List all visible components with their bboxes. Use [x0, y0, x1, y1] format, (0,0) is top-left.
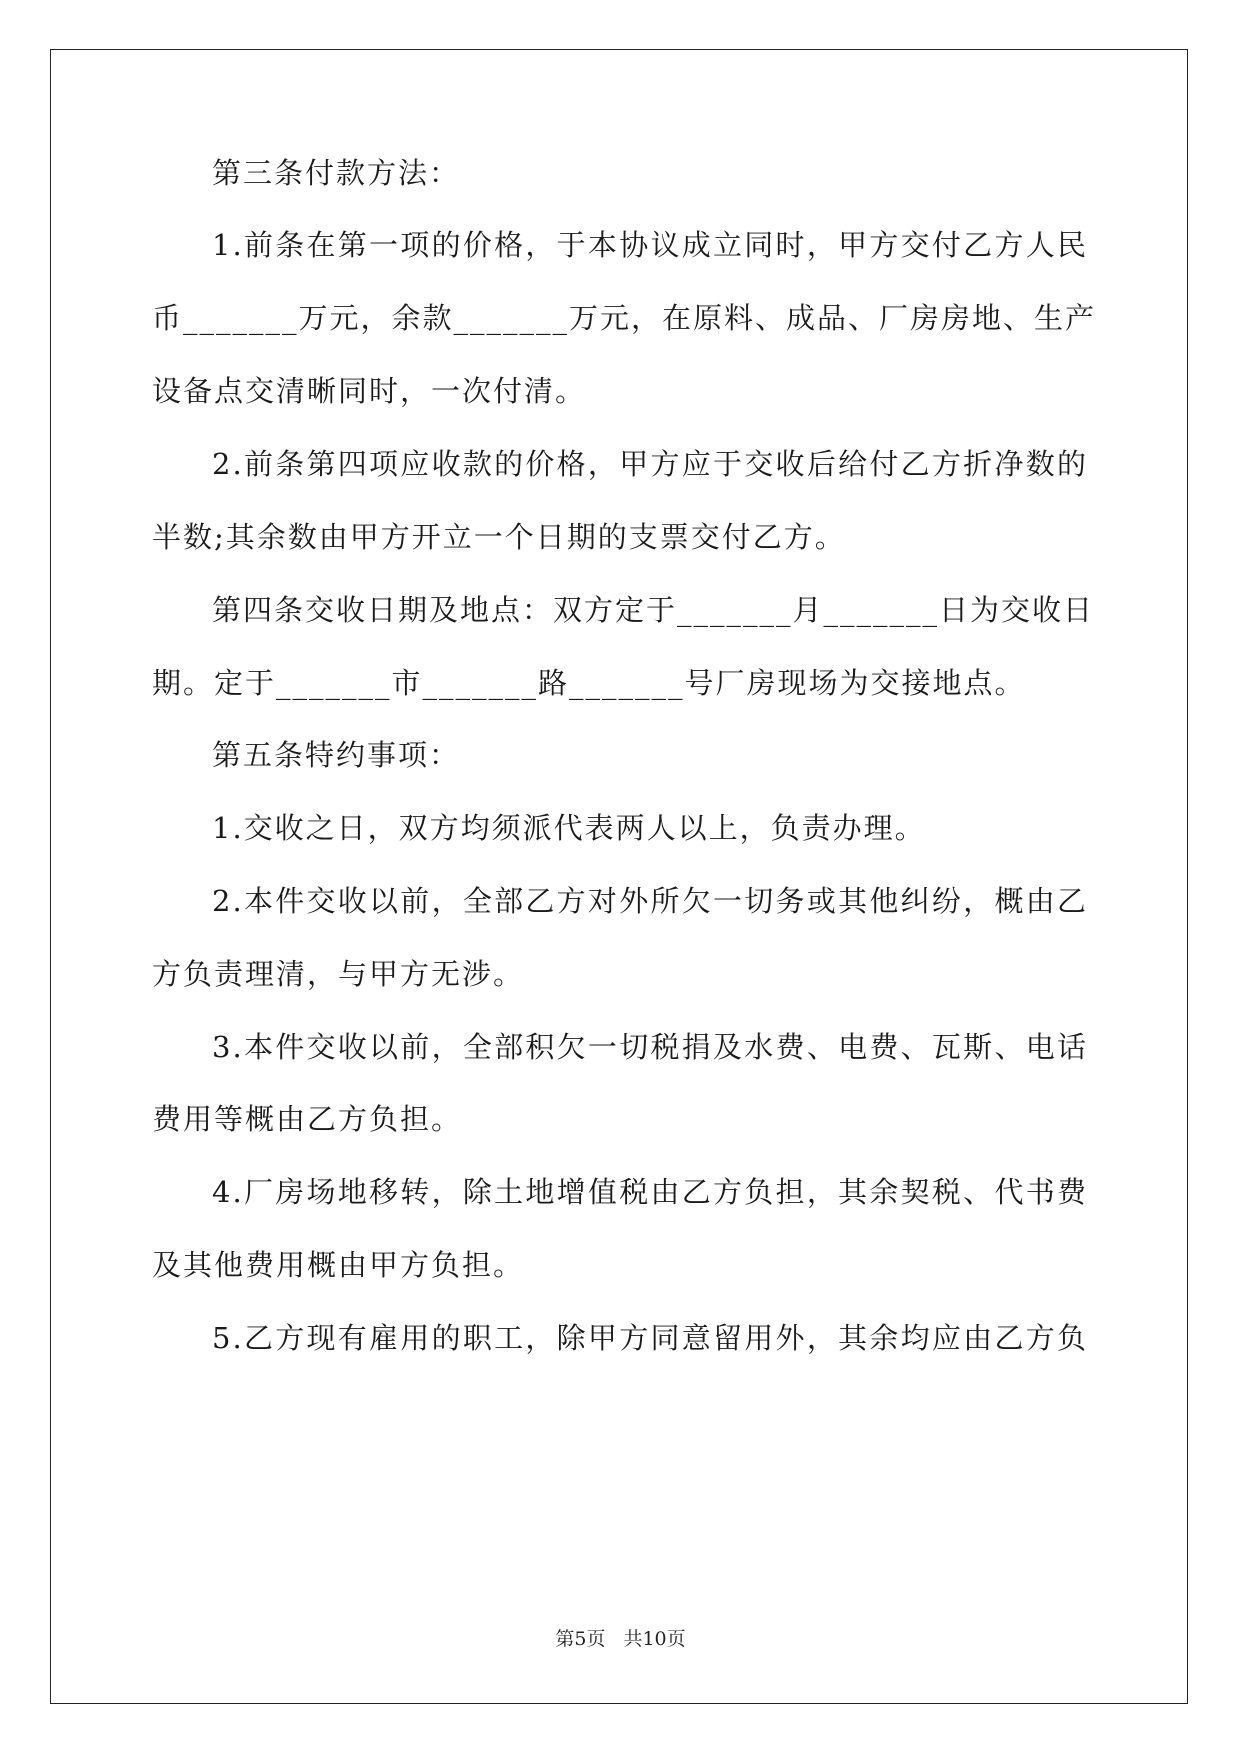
text-line: 1.交收之日，双方均须派代表两人以上，负责办理。 — [212, 811, 926, 845]
text-line: 2.前条第四项应收款的价格，甲方应于交收后给付乙方折净数的 — [212, 447, 1088, 481]
text-line: 1.前条在第一项的价格，于本协议成立同时，甲方交付乙方人民 — [212, 228, 1088, 262]
text-line: 第三条付款方法： — [212, 156, 461, 190]
text-line: 3.本件交收以前，全部积欠一切税捐及水费、电费、瓦斯、电话 — [212, 1030, 1088, 1064]
text-line: 费用等概由乙方负担。 — [152, 1102, 463, 1136]
page-number: 第5页 — [555, 1628, 606, 1650]
text-line: 设备点交清晰同时，一次付清。 — [152, 374, 587, 408]
text-line: 5.乙方现有雇用的职工，除甲方同意留用外，其余均应由乙方负 — [212, 1321, 1088, 1355]
text-line: 第四条交收日期及地点：双方定于_______月_______日为交收日 — [212, 593, 1095, 627]
text-line: 期。定于_______市_______路_______号厂房现场为交接地点。 — [152, 666, 1026, 700]
page-total: 共10页 — [623, 1628, 686, 1650]
text-line: 及其他费用概由甲方负担。 — [152, 1248, 525, 1282]
page-footer — [0, 1627, 1241, 1651]
text-line: 4.厂房场地移转，除土地增值税由乙方负担，其余契税、代书费 — [212, 1175, 1088, 1209]
text-line: 2.本件交收以前，全部乙方对外所欠一切务或其他纠纷，概由乙 — [212, 884, 1088, 918]
text-line: 半数;其余数由甲方开立一个日期的支票交付乙方。 — [152, 520, 846, 554]
text-line: 币_______万元，余款_______万元，在原料、成品、厂房房地、生产 — [152, 301, 1097, 335]
text-line: 方负责理清，与甲方无涉。 — [152, 957, 525, 991]
text-line: 第五条特约事项： — [212, 738, 461, 772]
